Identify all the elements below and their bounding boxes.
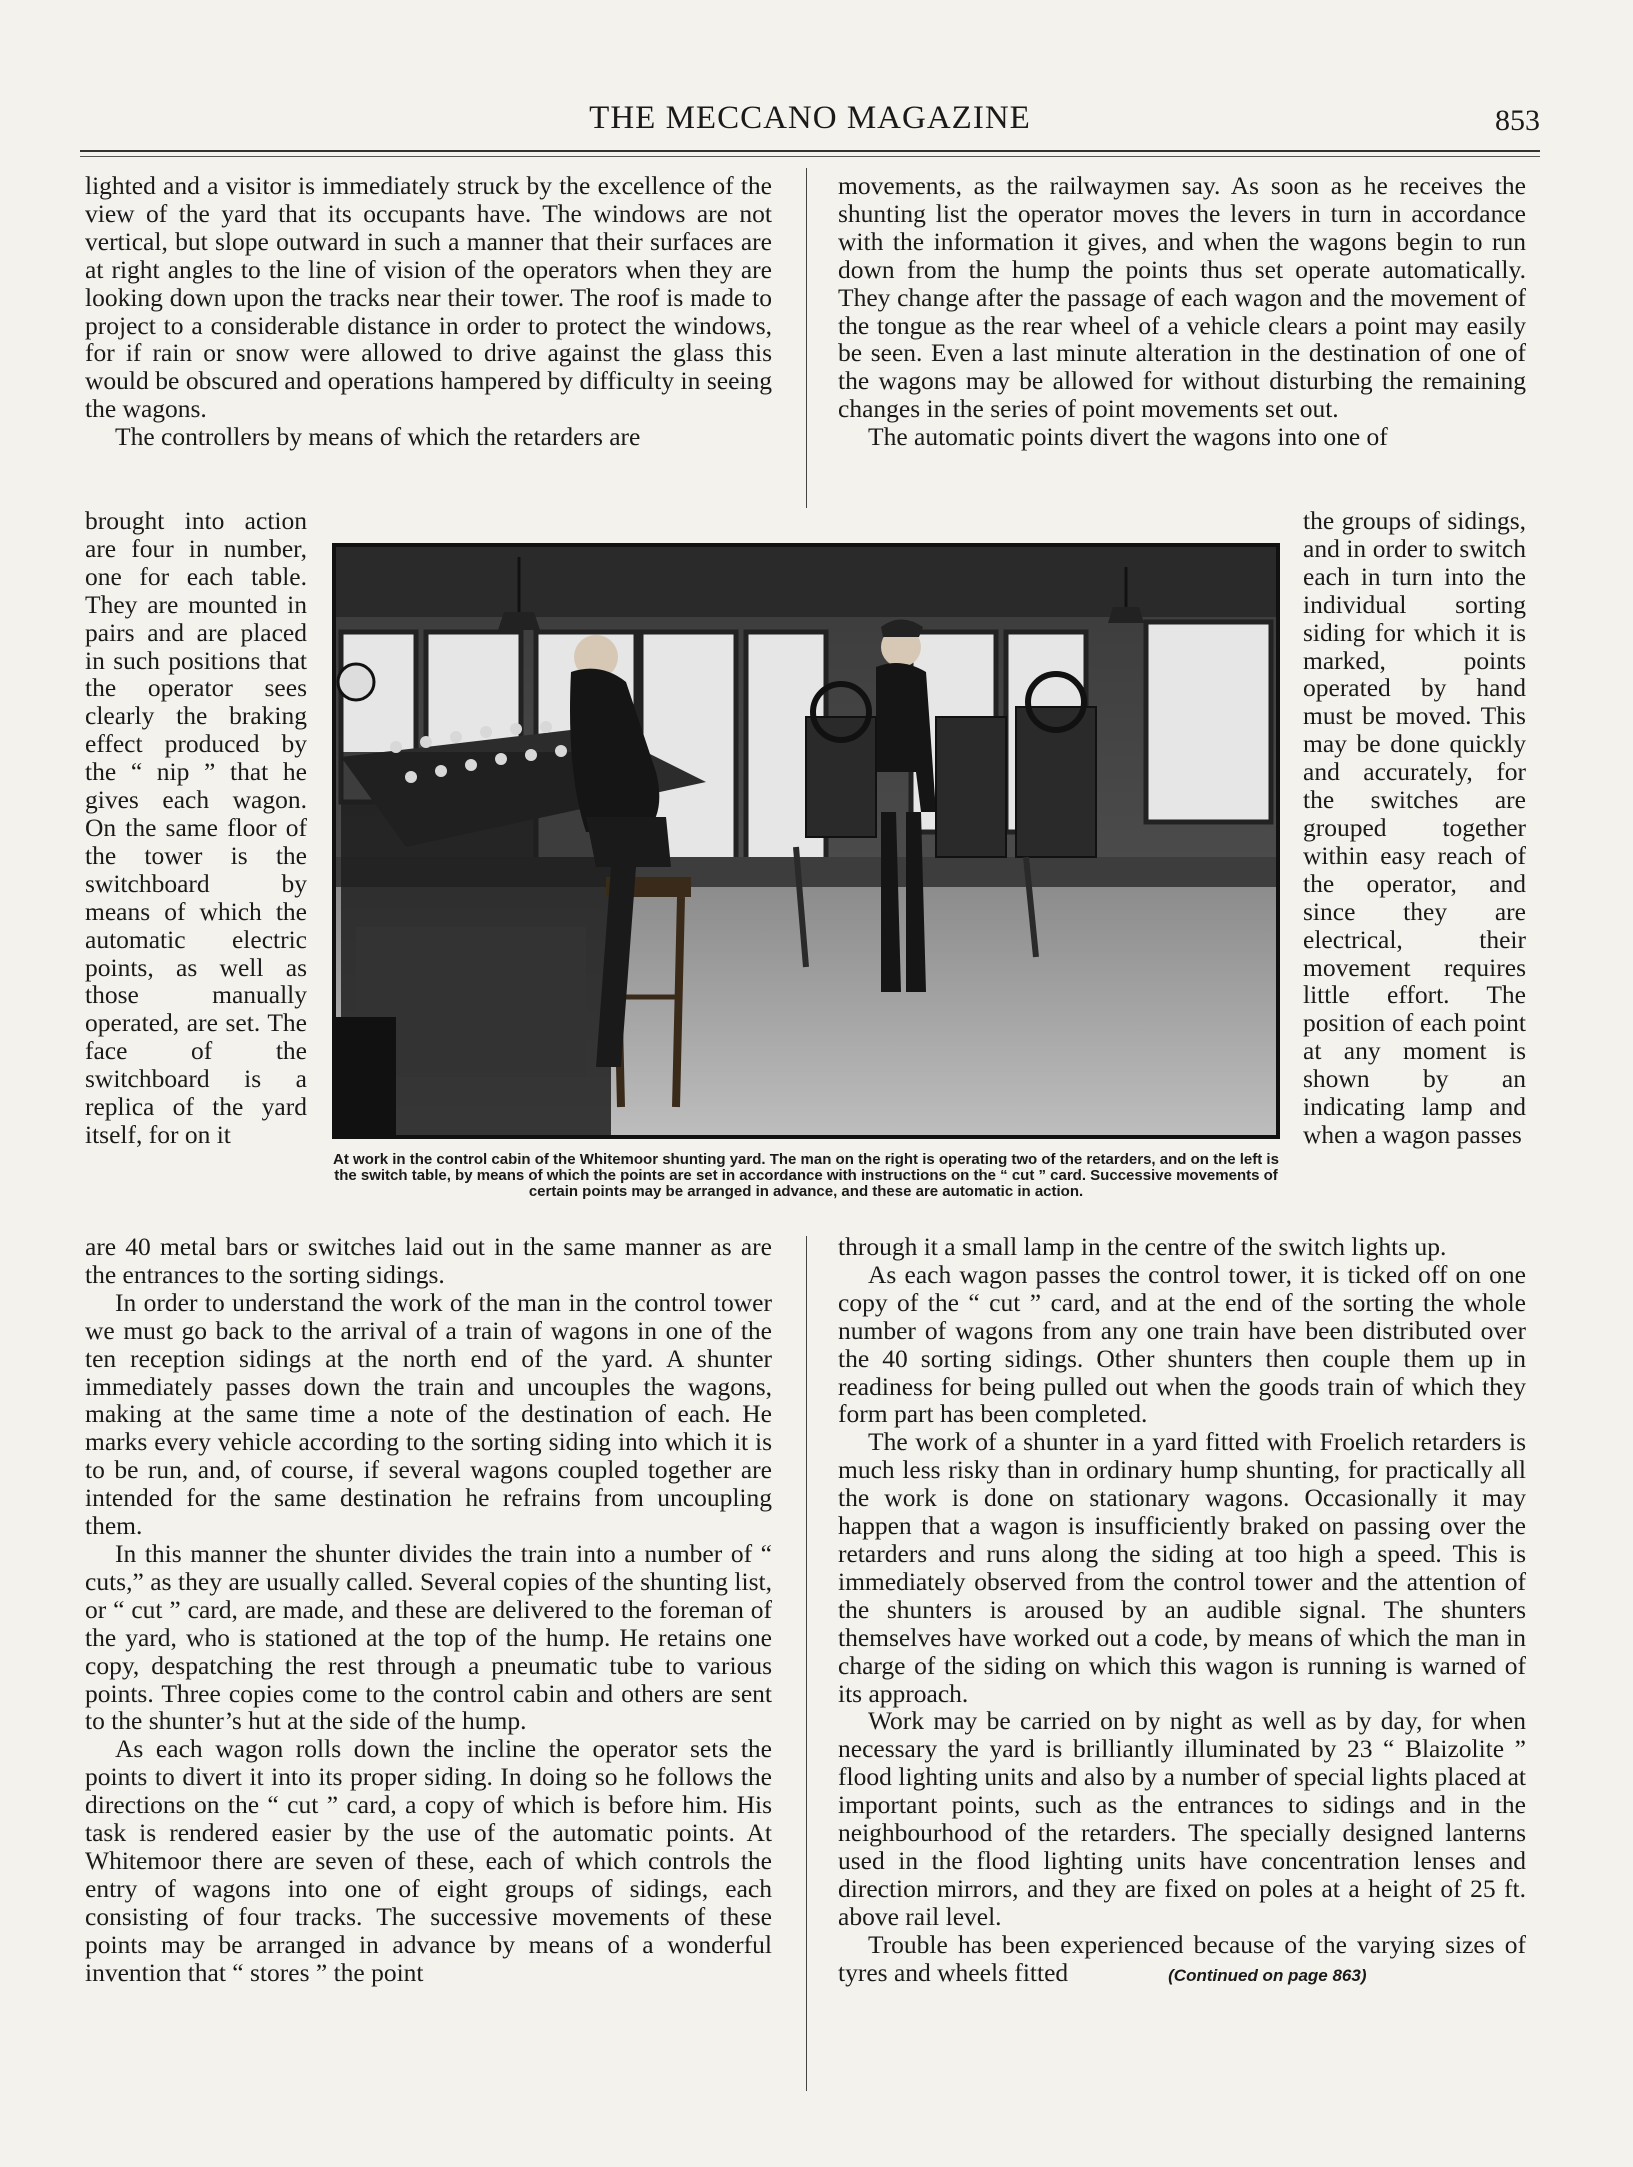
paragraph: The work of a shunter in a yard fitted with Froelich retarders is much less risky than in ordinary hump shunting, for practically all the work is done on stationary wagons. Occasionally it may happen that a wagon is insufficiently braked on passing over the retarders and runs along the siding at too high a speed. This is immediately observed from the control tower and the attention of the shunters is aroused by an audible signal. The shunters themselves have worked out a code, by means of which the man in charge of the siding on which this wagon is running is warned of its approach. bbox=[838, 1427, 1526, 1708]
paragraph: As each wagon rolls down the incline the operator sets the points to divert it into its proper siding. In doing so he follows the directions on the “ cut ” card, a copy of which is before him. His task is rendered easier by the use of the automatic points. At Whitemoor there are seven of these, each of which controls the entry of wagons into one of eight groups of sidings, each consisting of four tracks. The successive movements of these points may be arranged in advance by means of a wonderful invention that “ stores ” the point bbox=[85, 1734, 772, 1987]
column-divider-top bbox=[806, 168, 807, 508]
continued-note: (Continued on page 863) bbox=[1168, 1965, 1367, 1985]
magazine-title: THE MECCANO MAGAZINE bbox=[589, 100, 1031, 136]
page-header bbox=[80, 100, 1540, 144]
left-column-bottom bbox=[85, 1233, 772, 1986]
right-column-narrow bbox=[1303, 507, 1526, 1149]
paragraph: Work may be carried on by night as well as by day, for when necessary the yard is brilliantly illuminated by 23 “ Blaizolite ” flood lighting units and also by a number of special lights placed at important points, such as the entrances to sidings and in the neighbourhood of the retarders. The specially designed lanterns used in the flood lighting units have concentration lenses and direction mirrors, and they are fixed on poles at a height of 25 ft. above rail level. bbox=[838, 1706, 1526, 1931]
left-column-narrow bbox=[85, 507, 307, 1149]
paragraph: The automatic points divert the wagons into one of bbox=[868, 422, 1388, 452]
left-column-top bbox=[85, 172, 772, 451]
paragraph: movements, as the railwaymen say. As soon as he receives the shunting list the operator moves the levers in turn in accordance with the information it gives, and when the wagons begin to run down from the hump the points thus set operate automatically. They change after the passage of each wagon and the movement of the tongue as the rear wheel of a vehicle clears a point may easily be seen. Even a last minute alteration in the destination of one of the wagons may be allowed for without disturbing the remaining changes in the series of point movements set out. bbox=[838, 171, 1526, 424]
control-cabin-photo bbox=[332, 543, 1280, 1139]
paragraph-text: Trouble has been experienced because of the varying sizes of tyres and wheels fitted bbox=[838, 1929, 1526, 1987]
right-column-bottom bbox=[838, 1233, 1526, 1989]
photo-illustration bbox=[336, 547, 1276, 1135]
paragraph: through it a small lamp in the centre of the switch lights up. bbox=[838, 1232, 1447, 1261]
paragraph: lighted and a visitor is immediately struck by the excellence of the view of the yard that its occupants have. The windows are not vertical, but slope outward in such a manner that their surfaces are at right angles to the line of vision of the operators when they are looking down upon the tracks near their tower. The roof is made to project to a considerable distance in order to protect the windows, for if rain or snow were allowed to drive against the glass this would be obscured and operations hampered by difficulty in seeing the wagons. bbox=[85, 171, 772, 424]
paragraph: brought into action are four in number, one for each table. They are mounted in pairs and are placed in such positions that the operator sees clearly the braking effect produced by the “ nip ” that he gives each wagon. On the same floor of the tower is the switchboard by means of which the automatic electric points, as well as those manually operated, are set. The face of the switchboard is a replica of the yard itself, for on it bbox=[85, 506, 307, 1149]
page-number: 853 bbox=[1495, 104, 1540, 137]
paragraph: the groups of sidings, and in order to switch each in turn into the individual sorting siding for which it is marked, points operated by hand must be moved. This may be done quickly and accurately, for the switches are grouped together within easy reach of the operator, and since they are electrical, their movement requires little effort. The position of each point at any moment is shown by an indicating lamp and when a wagon passes bbox=[1303, 506, 1526, 1149]
paragraph: are 40 metal bars or switches laid out in the same manner as are the entrances to the sorting sidings. bbox=[85, 1232, 772, 1289]
paragraph: The controllers by means of which the retarders are bbox=[115, 422, 641, 452]
header-rule-thin bbox=[80, 156, 1540, 157]
paragraph: In order to understand the work of the man in the control tower we must go back to the arrival of a train of wagons in one of the ten reception sidings at the north end of the yard. A shunter immediately passes down the train and uncouples the wagons, making at the same time a note of the destination of each. He marks every vehicle according to the sorting siding into which it is to be run, and, of course, if several wagons coupled together are intended for the same destination he refrains from uncoupling them. bbox=[85, 1287, 772, 1541]
column-divider-bottom bbox=[806, 1236, 807, 2091]
paragraph bbox=[838, 1931, 1526, 1990]
header-rule bbox=[80, 150, 1540, 152]
photo-caption: At work in the control cabin of the Whitemoor shunting yard. The man on the right is operating two of the retarders, and on the left is the switch table, by means of which the points are set in accordance with instructions on the “ cut ” card. Successive movements of certain points may be arranged in advance, and these are automatic in action. bbox=[333, 1151, 1279, 1200]
paragraph: In this manner the shunter divides the train into a number of “ cuts,” as they are usually called. Several copies of the shunting list, or “ cut ” card, are made, and these are delivered to the foreman of the yard, who is stationed at the top of the hump. He retains one copy, despatching the rest through a pneumatic tube to various points. Three copies come to the control cabin and others are sent to the shunter’s hut at the side of the hump. bbox=[85, 1538, 772, 1736]
paragraph: As each wagon passes the control tower, it is ticked off on one copy of the “ cut ” card, and at the end of the sorting the whole number of wagons from any one train have been distributed over the 40 sorting sidings. Other shunters then couple them up in readiness for being pulled out when the goods train of which they form part has been completed. bbox=[838, 1259, 1526, 1429]
right-column-top bbox=[838, 172, 1526, 451]
